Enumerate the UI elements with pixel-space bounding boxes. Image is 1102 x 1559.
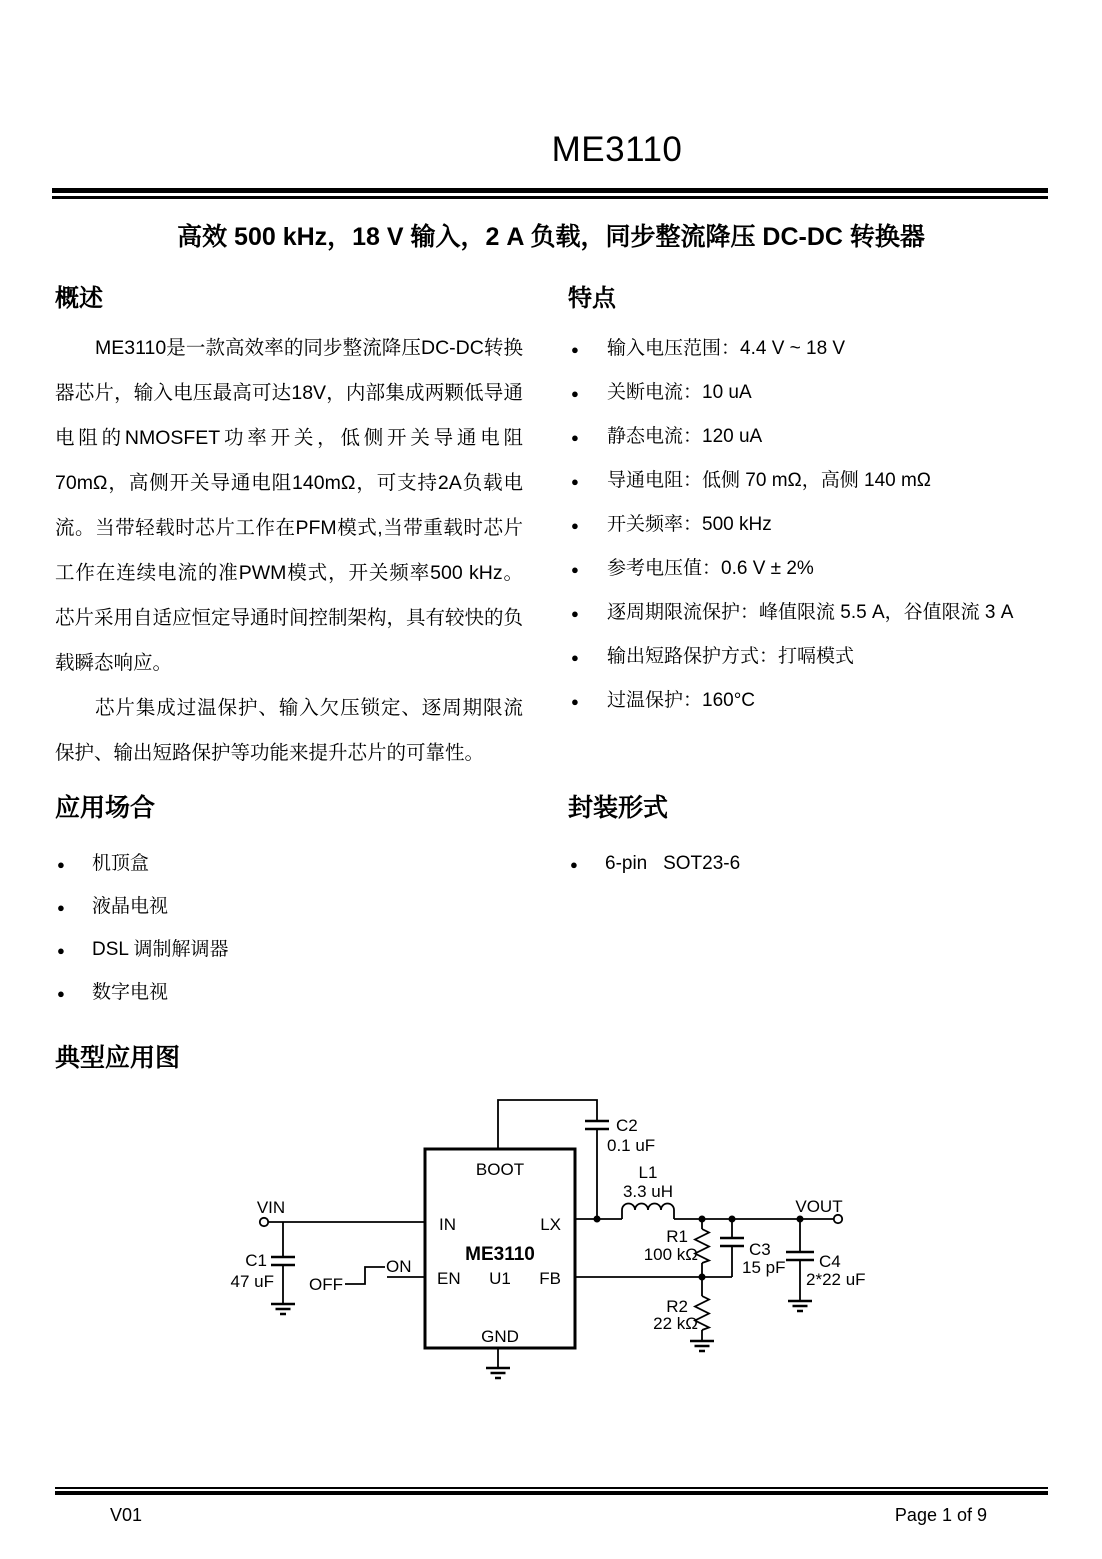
component-value: 3.3 uH [622, 1182, 674, 1201]
list-item: ● 机顶盒 [55, 842, 475, 885]
net-label-vout: VOUT [795, 1197, 843, 1216]
component-value: 2*22 uF [806, 1270, 866, 1289]
ground-symbol [486, 1368, 510, 1378]
pin-label-gnd: GND [481, 1327, 519, 1346]
ic-name: ME3110 [465, 1244, 535, 1265]
junction-dot [699, 1216, 706, 1223]
list-item: ● 数字电视 [55, 971, 475, 1014]
component-value: 22 kΩ [653, 1314, 698, 1333]
component-value: 15 pF [742, 1258, 786, 1277]
ic-designator: U1 [489, 1269, 511, 1288]
list-item: ● 开关频率：500 kHz [568, 503, 1068, 547]
junction-dot [699, 1274, 706, 1281]
page-title: ME3110 [551, 130, 683, 169]
footer-rule [55, 1487, 1048, 1495]
capacitor-c1-symbol [271, 1257, 295, 1265]
capacitor-c2-symbol [585, 1121, 609, 1129]
component-value: 47 uF [230, 1272, 274, 1291]
pin-label-fb: FB [539, 1269, 561, 1288]
list-item: ● 关断电流：10 uA [568, 371, 1068, 415]
component-ref: L1 [638, 1163, 658, 1182]
overview-paragraph: ME3110是一款高效率的同步整流降压DC-DC转换器芯片，输入电压最高可达18V，内部集成两颗低导通电阻的NMOSFET功率开关，低侧开关导通电阻70mΩ，高侧开关导通电阻140mΩ，可支持2A负载电流。当带轻载时芯片工作在PFM模式,当带重载时芯片工作在连续电流的准PWM模式，开关频率500 kHz。芯片采用自适应恒定导通时间控制架构，具有较快的负载瞬态响应。 [55, 337, 524, 674]
component-ref: C2 [616, 1116, 638, 1135]
net-label-on: ON [386, 1257, 412, 1276]
component-value: 0.1 uF [607, 1136, 656, 1155]
ground-symbol [271, 1304, 295, 1314]
features-section [568, 278, 1068, 723]
list-item: ● 6-pin SOT23-6 [568, 842, 988, 885]
inductor-symbol [622, 1204, 674, 1211]
overview-heading: 概述 [55, 285, 103, 312]
applications-section [55, 788, 475, 1014]
pin-label-boot: BOOT [475, 1160, 525, 1179]
list-item: ● 导通电阻：低侧 70 mΩ，高侧 140 mΩ [568, 459, 1068, 503]
component-ref: C4 [819, 1252, 841, 1271]
overview-paragraph: 芯片集成过温保护、输入欠压锁定、逐周期限流保护、输出短路保护等功能来提升芯片的可靠性。 [55, 697, 523, 764]
vout-terminal [834, 1215, 842, 1223]
applications-heading: 应用场合 [55, 794, 156, 822]
vin-terminal [260, 1218, 268, 1226]
net-label-off: OFF [309, 1275, 343, 1294]
ground-symbol [690, 1341, 714, 1351]
pin-label-lx: LX [540, 1215, 561, 1234]
list-item: ● 参考电压值：0.6 V ± 2% [568, 547, 1068, 591]
diagram-heading: 典型应用图 [55, 1044, 181, 1072]
list-item: ● 液晶电视 [55, 885, 475, 928]
footer-version: V01 [110, 1505, 143, 1525]
pin-label-en: EN [437, 1269, 461, 1288]
list-item: ● 逐周期限流保护：峰值限流 5.5 A，谷值限流 3 A [568, 591, 1068, 635]
page-subtitle: 高效 500 kHz，18 V 输入，2 A 负载，同步整流降压 DC-DC 转换器 [177, 223, 925, 251]
package-section [568, 788, 988, 885]
list-item: ● 输出短路保护方式：打嗝模式 [568, 635, 1068, 679]
net-label-vin: VIN [256, 1198, 286, 1217]
list-item: ● DSL 调制解调器 [55, 928, 475, 971]
applications-list [55, 842, 475, 1014]
typical-application-schematic [0, 1085, 1102, 1405]
package-list [568, 842, 988, 885]
capacitor-c4-symbol [786, 1252, 814, 1260]
component-value: 100 kΩ [643, 1245, 698, 1264]
component-ref: R2 [666, 1297, 688, 1316]
junction-dot [729, 1216, 736, 1223]
component-ref: R1 [666, 1227, 688, 1246]
features-list [568, 327, 1068, 723]
package-heading: 封装形式 [568, 794, 669, 822]
component-ref: C1 [245, 1251, 267, 1270]
component-ref: C3 [749, 1240, 771, 1259]
list-item: ● 过温保护：160°C [568, 679, 1068, 723]
ground-symbol [788, 1301, 812, 1311]
pin-label-in: IN [439, 1215, 456, 1234]
junction-dot [594, 1216, 601, 1223]
junction-dot [797, 1216, 804, 1223]
overview-section [55, 278, 523, 776]
features-heading: 特点 [568, 285, 616, 312]
capacitor-c3-symbol [720, 1238, 744, 1246]
list-item: ● 输入电压范围：4.4 V ~ 18 V [568, 327, 1068, 371]
header-rule [52, 188, 1048, 199]
list-item: ● 静态电流：120 uA [568, 415, 1068, 459]
footer-page-number: Page 1 of 9 [894, 1505, 987, 1525]
